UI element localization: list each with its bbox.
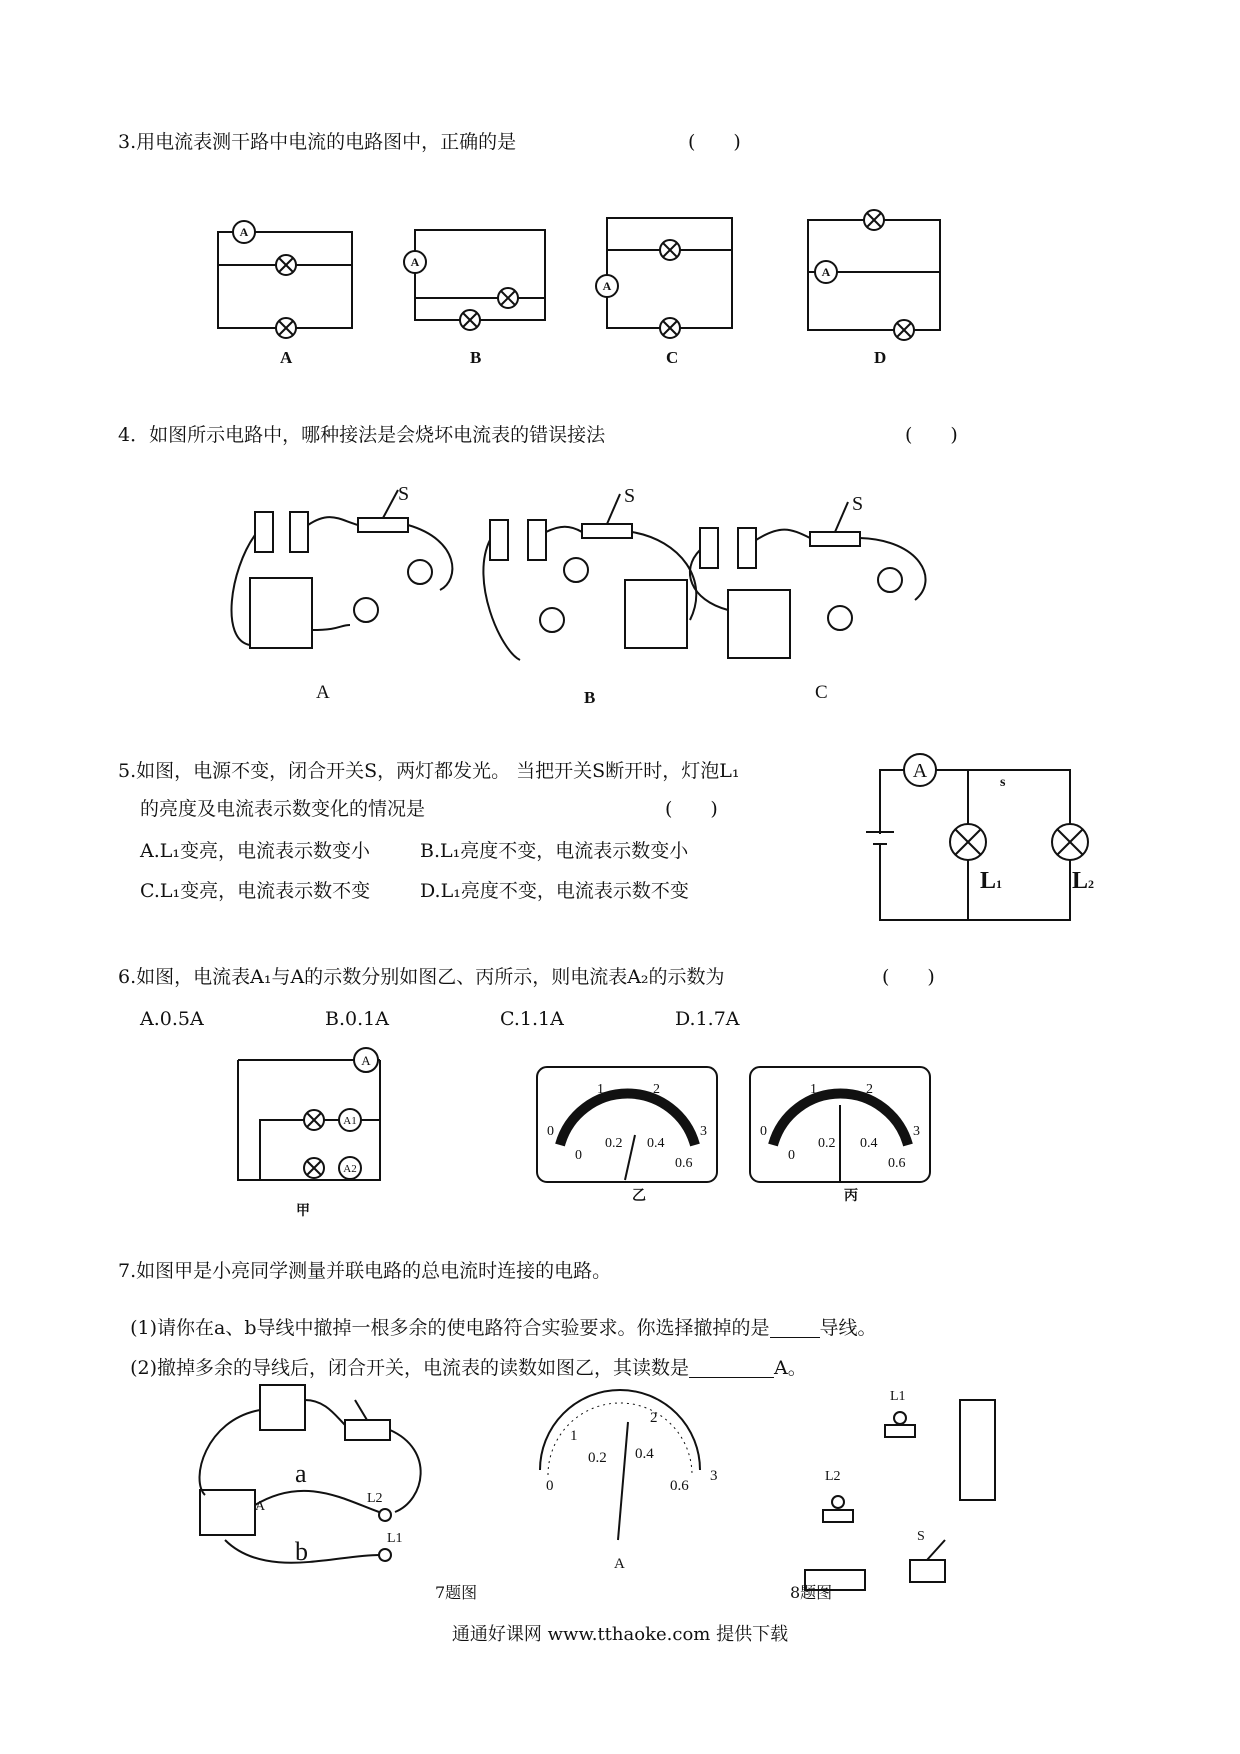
q4-text: 4．如图所示电路中，哪种接法是会烧坏电流表的错误接法 — [118, 424, 606, 446]
svg-text:0: 0 — [788, 1148, 795, 1163]
svg-text:A: A — [821, 265, 831, 279]
svg-text:0.6: 0.6 — [675, 1156, 693, 1171]
page-footer: 通通好课网 www.tthaoke.com 提供下载 — [451, 1624, 789, 1645]
svg-text:3: 3 — [913, 1124, 920, 1139]
q7-line3-text: (2)撤掉多余的导线后，闭合开关，电流表的读数如图乙，其读数是 — [130, 1357, 690, 1379]
svg-text:2: 2 — [653, 1082, 660, 1097]
q4-label-c: C — [815, 682, 828, 703]
svg-text:0: 0 — [547, 1124, 554, 1139]
svg-text:0.4: 0.4 — [647, 1136, 665, 1151]
q6-figure-label-bing: 丙 — [844, 1189, 858, 1204]
q8-components — [795, 1380, 995, 1600]
svg-text:A: A — [239, 225, 249, 239]
q6-figure-label-yi: 乙 — [632, 1189, 646, 1204]
q5-option-d: D.L₁亮度不变，电流表示数不变 — [420, 880, 689, 902]
q4-label-a: A — [316, 682, 330, 703]
q7-line2 — [118, 1300, 877, 1338]
q6-text: 6.如图，电流表A₁与A的示数分别如图乙、丙所示，则电流表A₂的示数为 — [118, 966, 725, 988]
svg-text:3: 3 — [710, 1468, 718, 1484]
svg-text:L1: L1 — [980, 868, 1003, 894]
svg-text:A: A — [410, 255, 420, 269]
q4-answer-paren: ( ) — [905, 424, 958, 446]
svg-text:0.4: 0.4 — [860, 1136, 878, 1151]
svg-text:S: S — [852, 493, 864, 515]
q7-physical-circuit — [195, 1380, 435, 1580]
svg-text:S: S — [398, 483, 410, 505]
svg-text:A: A — [912, 760, 928, 782]
q6-answer-paren: ( ) — [882, 966, 935, 988]
svg-text:S: S — [917, 1529, 925, 1544]
q7-line2-suffix: 导线。 — [819, 1317, 877, 1339]
svg-text:2: 2 — [866, 1082, 873, 1097]
svg-text:S: S — [624, 485, 636, 507]
q4-physical-circuits — [0, 480, 1240, 680]
svg-text:0: 0 — [760, 1124, 767, 1139]
svg-text:0.6: 0.6 — [670, 1478, 689, 1494]
q6-ammeter-bing — [748, 1065, 933, 1185]
svg-text:s: s — [1000, 775, 1006, 790]
svg-text:b: b — [295, 1537, 308, 1566]
q5-line2: 的亮度及电流表示数变化的情况是 — [140, 798, 426, 820]
q3-label-b: B — [470, 348, 482, 367]
q3-text: 3.用电流表测干路中电流的电路图中，正确的是 — [118, 131, 517, 153]
q7-line3 — [118, 1340, 807, 1378]
q6-option-c: C.1.1A — [500, 1008, 564, 1030]
svg-text:0.2: 0.2 — [605, 1136, 623, 1151]
q6-circuit-jia — [230, 1040, 430, 1220]
q6-option-d: D.1.7A — [675, 1008, 740, 1030]
q3-label-c: C — [666, 348, 679, 367]
q8-figure-caption: 8题图 — [790, 1583, 833, 1602]
q5-option-b: B.L₁亮度不变，电流表示数变小 — [420, 840, 689, 862]
svg-text:0.2: 0.2 — [818, 1136, 836, 1151]
svg-text:L2: L2 — [367, 1491, 383, 1506]
svg-text:0: 0 — [546, 1478, 554, 1494]
q6-figure-label-jia: 甲 — [296, 1204, 310, 1219]
svg-text:A: A — [361, 1053, 371, 1068]
svg-text:3: 3 — [700, 1124, 707, 1139]
svg-text:1: 1 — [597, 1082, 604, 1097]
svg-text:A: A — [602, 279, 612, 293]
q5-line1: 5.如图，电源不变，闭合开关S，两灯都发光。 当把开关S断开时，灯泡L₁ — [118, 760, 740, 782]
svg-text:a: a — [295, 1459, 307, 1488]
q3-circuit-diagrams — [0, 190, 1240, 370]
svg-text:A1: A1 — [343, 1115, 357, 1127]
q5-option-a: A.L₁变亮，电流表示数变小 — [140, 840, 370, 862]
svg-text:1: 1 — [570, 1428, 578, 1444]
q5-option-c: C.L₁变亮，电流表示数不变 — [140, 880, 371, 902]
svg-text:A: A — [255, 1499, 266, 1514]
svg-text:L1: L1 — [890, 1389, 906, 1404]
q3-label-a: A — [280, 348, 293, 367]
svg-text:0: 0 — [575, 1148, 582, 1163]
svg-text:A2: A2 — [343, 1163, 357, 1175]
q6-ammeter-yi — [535, 1065, 720, 1185]
svg-text:0.4: 0.4 — [635, 1446, 654, 1462]
svg-text:0.2: 0.2 — [588, 1450, 607, 1466]
svg-text:L2: L2 — [1072, 868, 1095, 894]
q7-answer-blank-1[interactable] — [770, 1319, 820, 1338]
q3-answer-paren: ( ) — [688, 131, 741, 153]
svg-text:0.6: 0.6 — [888, 1156, 906, 1171]
q7-line1: 7.如图甲是小亮同学测量并联电路的总电流时连接的电路。 — [118, 1260, 612, 1282]
q6-option-a: A.0.5A — [140, 1008, 204, 1030]
svg-text:L2: L2 — [825, 1469, 841, 1484]
q6-option-b: B.0.1A — [325, 1008, 389, 1030]
q5-answer-paren: ( ) — [665, 798, 718, 820]
q4-label-b: B — [584, 688, 596, 707]
svg-text:A: A — [614, 1556, 625, 1572]
q7-figure-caption: 7题图 — [435, 1583, 478, 1602]
q7-line2-text: (1)请你在a、b导线中撤掉一根多余的使电路符合实验要求。你选择撤掉的是 — [130, 1317, 770, 1339]
q7-answer-blank-2[interactable] — [689, 1359, 774, 1378]
svg-text:1: 1 — [810, 1082, 817, 1097]
q5-circuit-diagram — [860, 748, 1095, 928]
q3-label-d: D — [874, 348, 887, 367]
svg-text:L1: L1 — [387, 1531, 403, 1546]
q7-ammeter-yi — [510, 1380, 718, 1580]
q7-line3-suffix: A。 — [774, 1357, 807, 1379]
svg-text:2: 2 — [650, 1410, 658, 1426]
